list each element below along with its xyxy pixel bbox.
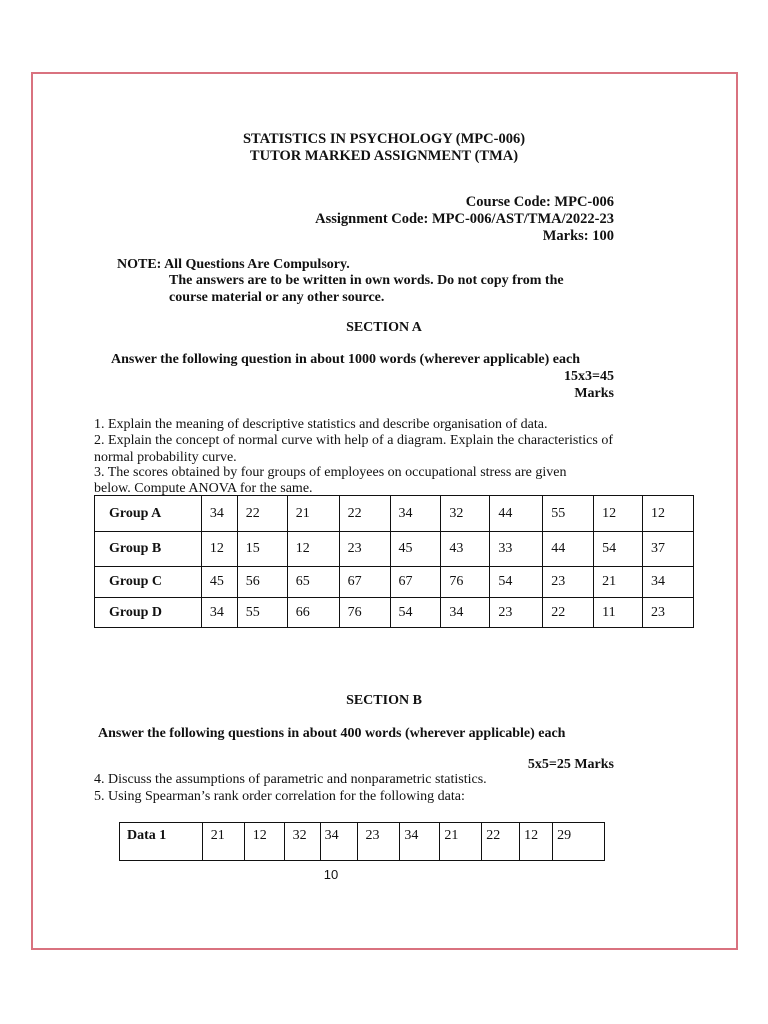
table-cell: 33 (490, 532, 543, 567)
table-cell: 29 (553, 823, 605, 861)
table-cell: 15 (237, 532, 287, 567)
section-b-marks: 5x5=25 Marks (527, 757, 614, 772)
table-cell: 23 (643, 598, 694, 628)
table-cell: 23 (339, 532, 390, 567)
table-cell: 34 (320, 823, 357, 861)
table-cell: 66 (287, 598, 339, 628)
table-cell: 34 (400, 823, 440, 861)
table-row (120, 823, 605, 861)
anova-table (94, 495, 694, 628)
question-2: 2. Explain the concept of normal curve with help of a diagram. Explain the characteristics of normal probability curve. (94, 433, 613, 465)
table-cell: 12 (201, 532, 237, 567)
page-number: 10 (323, 867, 339, 882)
row-label: Group A (95, 496, 202, 532)
section-a-marks: 15x3=45 (564, 369, 614, 384)
row-label: Data 1 (120, 823, 203, 861)
table-cell: 21 (594, 567, 643, 598)
total-marks: Marks: 100 (542, 228, 614, 244)
table-cell: 44 (543, 532, 594, 567)
table-cell: 67 (390, 567, 441, 598)
question-1: 1. Explain the meaning of descriptive statistics and describe organisation of data. (94, 417, 548, 432)
table-cell: 54 (490, 567, 543, 598)
table-cell: 12 (594, 496, 643, 532)
table-cell: 34 (201, 496, 237, 532)
table-row (95, 532, 694, 567)
table-cell: 11 (594, 598, 643, 628)
section-b-heading: SECTION B (346, 693, 422, 708)
question-3-line2: below. Compute ANOVA for the same. (94, 481, 313, 496)
section-a-marks-label: Marks (574, 386, 614, 401)
table-cell: 54 (594, 532, 643, 567)
spearman-table (119, 822, 605, 861)
table-cell: 34 (390, 496, 441, 532)
row-label: Group B (95, 532, 202, 567)
table-cell: 23 (490, 598, 543, 628)
table-cell: 22 (482, 823, 520, 861)
table-cell: 12 (287, 532, 339, 567)
table-cell: 32 (441, 496, 490, 532)
table-cell: 55 (237, 598, 287, 628)
note-text-line1: The answers are to be written in own words. Do not copy from the (169, 273, 564, 288)
table-cell: 67 (339, 567, 390, 598)
section-b-instruction: Answer the following questions in about 400 words (wherever applicable) each (98, 726, 566, 741)
table-cell: 21 (202, 823, 244, 861)
table-cell: 34 (201, 598, 237, 628)
table-cell: 76 (339, 598, 390, 628)
table-cell: 43 (441, 532, 490, 567)
table-cell: 37 (643, 532, 694, 567)
question-4: 4. Discuss the assumptions of parametric and nonparametric statistics. (94, 772, 487, 787)
table-cell: 32 (284, 823, 320, 861)
table-cell: 34 (441, 598, 490, 628)
row-label: Group D (95, 598, 202, 628)
note-text-line2: course material or any other source. (169, 290, 385, 305)
table-cell: 12 (520, 823, 553, 861)
table-cell: 21 (287, 496, 339, 532)
assignment-subtitle: TUTOR MARKED ASSIGNMENT (TMA) (249, 148, 519, 164)
question-5: 5. Using Spearman’s rank order correlation for the following data: (94, 789, 465, 804)
table-cell: 22 (237, 496, 287, 532)
table-row (95, 567, 694, 598)
table-cell: 65 (287, 567, 339, 598)
course-code: Course Code: MPC-006 (465, 194, 614, 210)
table-row (95, 496, 694, 532)
table-cell: 22 (339, 496, 390, 532)
table-row (95, 598, 694, 628)
table-cell: 44 (490, 496, 543, 532)
table-cell: 76 (441, 567, 490, 598)
row-label: Group C (95, 567, 202, 598)
table-cell: 23 (543, 567, 594, 598)
section-a-instruction: Answer the following question in about 1000 words (wherever applicable) each (111, 352, 581, 367)
table-cell: 54 (390, 598, 441, 628)
table-cell: 21 (440, 823, 482, 861)
table-cell: 56 (237, 567, 287, 598)
assignment-title: STATISTICS IN PSYCHOLOGY (MPC-006) (242, 131, 526, 147)
note-heading: NOTE: All Questions Are Compulsory. (117, 257, 350, 272)
table-cell: 45 (390, 532, 441, 567)
table-cell: 45 (201, 567, 237, 598)
table-cell: 12 (244, 823, 284, 861)
question-3-line1: 3. The scores obtained by four groups of employees on occupational stress are given (94, 465, 567, 480)
section-a-heading: SECTION A (346, 320, 422, 335)
assignment-code: Assignment Code: MPC-006/AST/TMA/2022-23 (315, 211, 614, 227)
table-cell: 12 (643, 496, 694, 532)
table-cell: 22 (543, 598, 594, 628)
table-cell: 55 (543, 496, 594, 532)
table-cell: 23 (357, 823, 400, 861)
table-cell: 34 (643, 567, 694, 598)
